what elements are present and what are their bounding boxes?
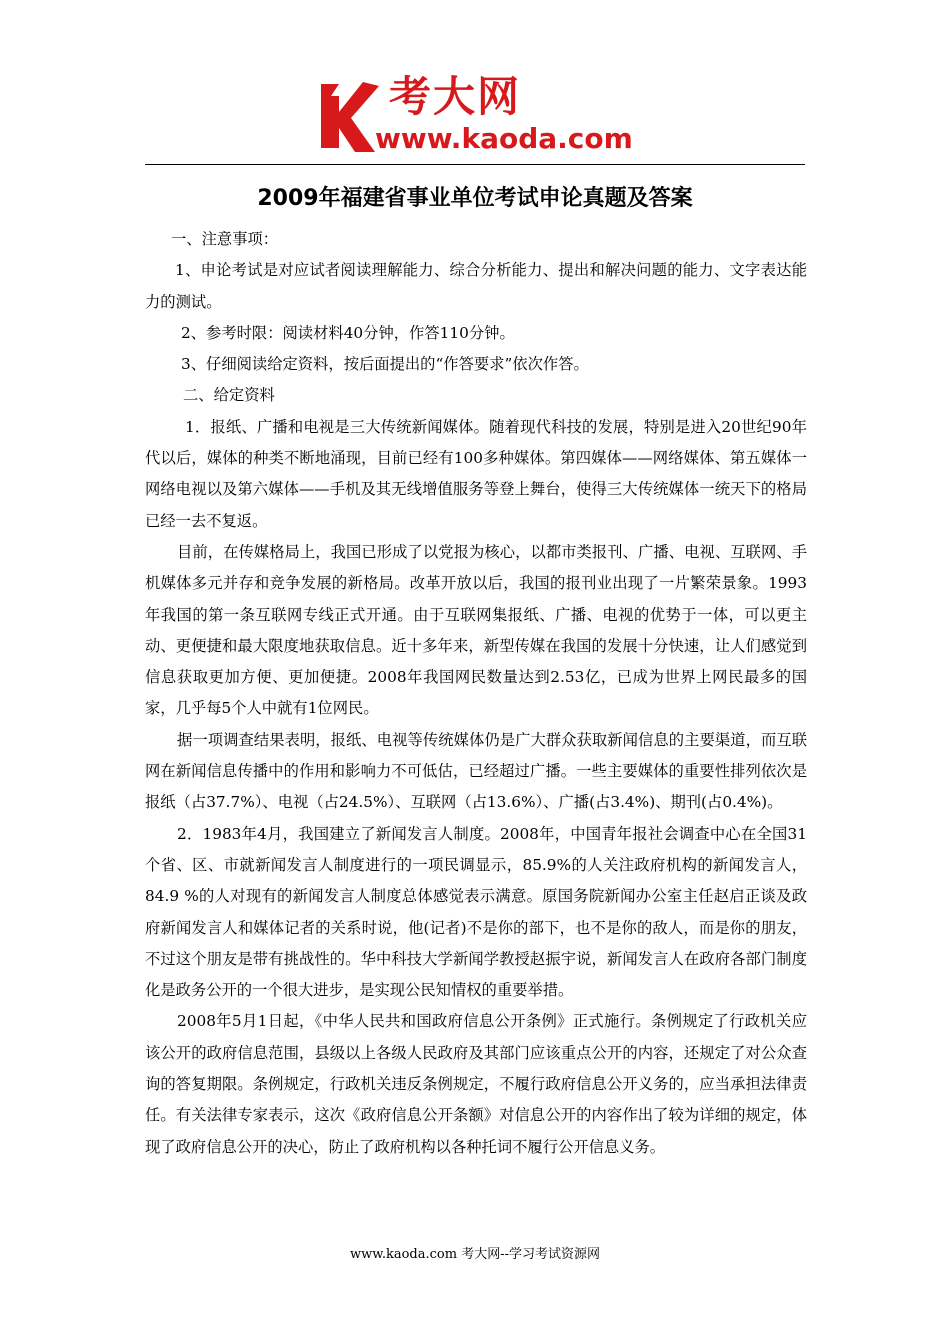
material-heading: 二、给定资料 (183, 386, 275, 405)
page-header (145, 70, 805, 166)
header-divider (145, 164, 805, 165)
notice-heading: 一、注意事项： (171, 230, 279, 248)
material-paragraph-4: 2．1983年4月，我国建立了新闻发言人制度。2008年，中国青年报社会调查中心在全国31个省、区、市就新闻发言人制度进行的一项民调显示，85.9%的人关注政府机构的新闻发言人，84.9 %的人对现有的新闻发言人制度总体感觉表示满意。原国务院新闻办公室主任赵启正谈及政府新闻发言人和媒体记者的关系时说，他(记者)不是你的部下，也不是你的敌人，而是你的朋友，不过这个朋友是带有挑战性的。华中科技大学新闻学教授赵振宇说，新闻发言人在政府各部门制度化是政务公开的一个很大进步，是实现公民知情权的重要举措。 (145, 824, 807, 1000)
logo-url-text: www.kaoda.com (375, 122, 633, 155)
notice-item-1: 1、申论考试是对应试者阅读理解能力、综合分析能力、提出和解决问题的能力、文字表达能力的测试。 (145, 261, 807, 311)
document-title: 2009年福建省事业单位考试申论真题及答案 (257, 186, 693, 211)
document-body (145, 224, 807, 1163)
kaoda-logo[interactable] (317, 70, 637, 160)
page-footer: www.kaoda.com 考大网--学习考试资源网 (350, 1247, 600, 1262)
notice-item-3: 3、仔细阅读给定资料，按后面提出的“作答要求”依次作答。 (181, 355, 589, 374)
logo-chinese-text: 考大网 (389, 72, 522, 121)
material-paragraph-2: 目前，在传媒格局上，我国已形成了以党报为核心，以都市类报刊、广播、电视、互联网、手机媒体多元并存和竞争发展的新格局。改革开放以后，我国的报刊业出现了一片繁荣景象。1993年我国的第一条互联网专线正式开通。由于互联网集报纸、广播、电视的优势于一体，可以更主动、更便捷和最大限度地获取信息。近十多年来，新型传媒在我国的发展十分快速，让人们感觉到信息获取更加方便、更加便捷。2008年我国网民数量达到2.53亿，已成为世界上网民最多的国家，几乎每5个人中就有1位网民。 (145, 542, 807, 718)
k-logo-icon (317, 76, 381, 154)
material-paragraph-5: 2008年5月1日起，《中华人民共和国政府信息公开条例》正式施行。条例规定了行政机关应该公开的政府信息范围，县级以上各级人民政府及其部门应该重点公开的内容，还规定了对公众查询的答复期限。条例规定，行政机关违反条例规定，不履行政府信息公开义务的，应当承担法律责任。有关法律专家表示，这次《政府信息公开条额》对信息公开的内容作出了较为详细的规定，体现了政府信息公开的决心，防止了政府机构以各种托词不履行公开信息义务。 (145, 1012, 807, 1156)
notice-item-2: 2、参考时限：阅读材料40分钟，作答110分钟。 (181, 323, 515, 342)
material-paragraph-1: 1．报纸、广播和电视是三大传统新闻媒体。随着现代科技的发展，特别是进入20世纪90年代以后，媒体的种类不断地涌现，目前已经有100多种媒体。第四媒体——网络媒体、第五媒体一网络电视以及第六媒体——手机及其无线增值服务等登上舞台，使得三大传统媒体一统天下的格局已经一去不复返。 (145, 417, 807, 530)
material-paragraph-3: 据一项调查结果表明，报纸、电视等传统媒体仍是广大群众获取新闻信息的主要渠道，而互联网在新闻信息传播中的作用和影响力不可低估，已经超过广播。一些主要媒体的重要性排列依次是报纸（占37.7%）、电视（占24.5%）、互联网（占13.6%）、广播(占3.4%)、期刊(占0.4%)。 (145, 730, 807, 812)
